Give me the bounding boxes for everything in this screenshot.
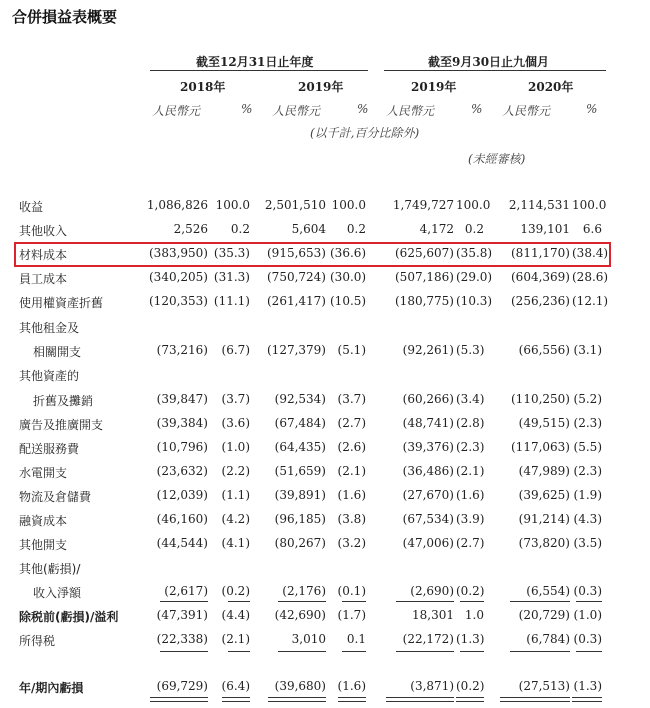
cell: (0.2) bbox=[221, 584, 250, 598]
note-thousands: (以千計,百分比除外) bbox=[310, 126, 420, 140]
cell: 0.1 bbox=[346, 632, 366, 646]
subtotal-line bbox=[576, 651, 602, 652]
cell: (5.5) bbox=[573, 440, 602, 454]
total-double-underline bbox=[338, 697, 366, 702]
cell: 2,501,510 bbox=[264, 198, 326, 212]
table-row bbox=[0, 581, 650, 603]
cell: (22,172) bbox=[402, 632, 454, 646]
cell: (44,544) bbox=[156, 536, 208, 550]
cell: (2.7) bbox=[337, 416, 366, 430]
note-unaudited: (未經審核) bbox=[468, 152, 526, 166]
cell: (42,690) bbox=[274, 608, 326, 622]
cell: 0.2 bbox=[464, 222, 484, 236]
cell: (0.2) bbox=[456, 584, 485, 598]
cell: (340,205) bbox=[149, 270, 208, 284]
cell: 100.0 bbox=[572, 198, 607, 212]
subtotal-line bbox=[342, 601, 366, 602]
cell: (1.9) bbox=[573, 488, 602, 502]
row-label: 其他(虧損)/ bbox=[19, 562, 81, 576]
cell: 100.0 bbox=[331, 198, 366, 212]
cell: (67,484) bbox=[274, 416, 326, 430]
cell: (64,435) bbox=[274, 440, 326, 454]
cell: (915,653) bbox=[267, 246, 326, 260]
row-label: 配送服務費 bbox=[19, 442, 80, 456]
cell: (6.4) bbox=[221, 679, 250, 693]
row-label: 年/期內虧損 bbox=[19, 681, 84, 695]
cell: (1.7) bbox=[337, 608, 366, 622]
cell: (0.1) bbox=[337, 584, 366, 598]
row-label: 員工成本 bbox=[19, 272, 68, 286]
cell: 0.2 bbox=[346, 222, 366, 236]
cell: (1.1) bbox=[221, 488, 250, 502]
subtotal-line bbox=[160, 651, 208, 652]
cell: (30.0) bbox=[330, 270, 367, 284]
table-row bbox=[0, 291, 650, 313]
cell: (383,950) bbox=[149, 246, 208, 260]
table-row bbox=[0, 629, 650, 651]
cell: (3.8) bbox=[337, 512, 366, 526]
row-label: 其他租金及 bbox=[19, 321, 80, 335]
cell: (36.6) bbox=[330, 246, 367, 260]
unit-currency: 人民幣元 bbox=[502, 104, 551, 118]
cell: (5.2) bbox=[573, 392, 602, 406]
cell: (31.3) bbox=[213, 270, 250, 284]
cell: (27,670) bbox=[402, 488, 454, 502]
table-row bbox=[0, 267, 650, 289]
cell: (3.9) bbox=[456, 512, 485, 526]
unit-currency: 人民幣元 bbox=[272, 104, 321, 118]
cell: (11.1) bbox=[213, 294, 250, 308]
total-double-underline bbox=[150, 697, 208, 702]
cell: (1.6) bbox=[337, 488, 366, 502]
cell: (1.3) bbox=[573, 679, 602, 693]
row-label: 收益 bbox=[19, 200, 44, 214]
cell: (80,267) bbox=[274, 536, 326, 550]
cell: (3.6) bbox=[221, 416, 250, 430]
row-label: 收入淨額 bbox=[33, 586, 82, 600]
cell: (2.2) bbox=[221, 464, 250, 478]
cell: (5.3) bbox=[456, 343, 485, 357]
subtotal-line bbox=[278, 601, 326, 602]
cell: 1,749,727 bbox=[392, 198, 454, 212]
subtotal-line bbox=[228, 601, 250, 602]
cell: 100.0 bbox=[456, 198, 491, 212]
cell: (47,391) bbox=[156, 608, 208, 622]
cell: 100.0 bbox=[215, 198, 250, 212]
table-row bbox=[0, 389, 650, 411]
row-label: 所得税 bbox=[19, 634, 56, 648]
cell: (1.0) bbox=[573, 608, 602, 622]
cell: (22,338) bbox=[156, 632, 208, 646]
cell: (2.8) bbox=[456, 416, 485, 430]
row-label: 材料成本 bbox=[19, 248, 68, 262]
subtotal-line bbox=[510, 651, 570, 652]
cell: (47,006) bbox=[402, 536, 454, 550]
cell: (36,486) bbox=[402, 464, 454, 478]
cell: (3.7) bbox=[221, 392, 250, 406]
total-double-underline bbox=[386, 697, 454, 702]
cell: (10.3) bbox=[456, 294, 493, 308]
cell: (2.7) bbox=[456, 536, 485, 550]
cell: (46,160) bbox=[156, 512, 208, 526]
table-row bbox=[0, 195, 650, 217]
cell: (67,534) bbox=[402, 512, 454, 526]
cell: (5.1) bbox=[337, 343, 366, 357]
cell: (28.6) bbox=[572, 270, 609, 284]
table-row bbox=[0, 461, 650, 483]
cell: (39,847) bbox=[156, 392, 208, 406]
year-2020-9m: 2020年 bbox=[528, 80, 574, 94]
cell: (2.3) bbox=[456, 440, 485, 454]
table-row bbox=[0, 509, 650, 531]
cell: (811,170) bbox=[511, 246, 570, 260]
total-double-underline bbox=[268, 697, 326, 702]
table-row bbox=[0, 605, 650, 627]
unit-percent: % bbox=[357, 102, 369, 116]
cell: (4.2) bbox=[221, 512, 250, 526]
cell: 6.6 bbox=[582, 222, 602, 236]
cell: (2,690) bbox=[410, 584, 454, 598]
subtotal-line bbox=[278, 651, 326, 652]
table-row bbox=[0, 219, 650, 241]
cell: (48,741) bbox=[402, 416, 454, 430]
subtotal-line bbox=[160, 601, 208, 602]
cell: 2,114,531 bbox=[508, 198, 570, 212]
header-underline bbox=[384, 70, 606, 71]
cell: (1.3) bbox=[456, 632, 485, 646]
cell: (2,176) bbox=[282, 584, 326, 598]
cell: (96,185) bbox=[274, 512, 326, 526]
cell: (39,680) bbox=[274, 679, 326, 693]
highlight-box bbox=[14, 242, 611, 267]
cell: (256,236) bbox=[511, 294, 570, 308]
cell: (4.4) bbox=[221, 608, 250, 622]
total-double-underline bbox=[222, 697, 250, 702]
table-row bbox=[0, 364, 650, 386]
year-2019-9m: 2019年 bbox=[411, 80, 457, 94]
cell: (35.8) bbox=[456, 246, 493, 260]
year-2019: 2019年 bbox=[298, 80, 344, 94]
cell: (750,724) bbox=[267, 270, 326, 284]
cell: (60,266) bbox=[402, 392, 454, 406]
table-row bbox=[0, 316, 650, 338]
cell: (2.1) bbox=[221, 632, 250, 646]
cell: (2.3) bbox=[573, 416, 602, 430]
cell: (6,554) bbox=[526, 584, 570, 598]
row-label: 除税前(虧損)/溢利 bbox=[19, 610, 119, 624]
cell: (39,891) bbox=[274, 488, 326, 502]
cell: (39,625) bbox=[518, 488, 570, 502]
unit-percent: % bbox=[586, 102, 598, 116]
unit-percent: % bbox=[241, 102, 253, 116]
unit-currency: 人民幣元 bbox=[386, 104, 435, 118]
cell: (261,417) bbox=[267, 294, 326, 308]
cell: (1.6) bbox=[337, 679, 366, 693]
cell: (4.3) bbox=[573, 512, 602, 526]
year-2018: 2018年 bbox=[180, 80, 226, 94]
cell: (3,871) bbox=[410, 679, 454, 693]
cell: (117,063) bbox=[511, 440, 570, 454]
cell: (38.4) bbox=[572, 246, 609, 260]
cell: (51,659) bbox=[274, 464, 326, 478]
unit-percent: % bbox=[471, 102, 483, 116]
cell: 1.0 bbox=[464, 608, 484, 622]
cell: (66,556) bbox=[518, 343, 570, 357]
cell: (6.7) bbox=[221, 343, 250, 357]
cell: (3.7) bbox=[337, 392, 366, 406]
cell: (2.1) bbox=[456, 464, 485, 478]
cell: (0.2) bbox=[456, 679, 485, 693]
cell: (110,250) bbox=[511, 392, 570, 406]
cell: (27,513) bbox=[518, 679, 570, 693]
cell: (625,607) bbox=[395, 246, 454, 260]
subtotal-line bbox=[396, 651, 454, 652]
cell: (3.1) bbox=[573, 343, 602, 357]
header-year-end: 截至12月31日止年度 bbox=[196, 55, 314, 69]
cell: 2,526 bbox=[173, 222, 208, 236]
cell: (127,379) bbox=[267, 343, 326, 357]
cell: (92,261) bbox=[402, 343, 454, 357]
cell: (23,632) bbox=[156, 464, 208, 478]
subtotal-line bbox=[342, 651, 366, 652]
table-row bbox=[0, 413, 650, 435]
total-double-underline bbox=[572, 697, 602, 702]
cell: (47,989) bbox=[518, 464, 570, 478]
cell: (20,729) bbox=[518, 608, 570, 622]
cell: (120,353) bbox=[149, 294, 208, 308]
cell: 18,301 bbox=[412, 608, 454, 622]
cell: (39,376) bbox=[402, 440, 454, 454]
cell: 0.2 bbox=[230, 222, 250, 236]
row-label: 其他收入 bbox=[19, 224, 68, 238]
cell: 3,010 bbox=[291, 632, 326, 646]
row-label: 物流及倉儲費 bbox=[19, 490, 92, 504]
cell: (12.1) bbox=[572, 294, 609, 308]
cell: (3.4) bbox=[456, 392, 485, 406]
cell: (2.1) bbox=[337, 464, 366, 478]
page-title: 合併損益表概要 bbox=[12, 8, 118, 26]
unit-currency: 人民幣元 bbox=[152, 104, 201, 118]
cell: (2,617) bbox=[164, 584, 208, 598]
cell: 4,172 bbox=[419, 222, 454, 236]
cell: (180,775) bbox=[395, 294, 454, 308]
subtotal-line bbox=[228, 651, 250, 652]
cell: (1.0) bbox=[221, 440, 250, 454]
subtotal-line bbox=[460, 601, 484, 602]
row-label: 水電開支 bbox=[19, 466, 68, 480]
cell: (10,796) bbox=[156, 440, 208, 454]
row-label: 其他開支 bbox=[19, 538, 68, 552]
row-label: 折舊及攤銷 bbox=[33, 394, 94, 408]
table-row bbox=[0, 340, 650, 362]
cell: 1,086,826 bbox=[146, 198, 208, 212]
table-row bbox=[0, 533, 650, 555]
header-nine-months: 截至9月30日止九個月 bbox=[428, 55, 550, 69]
cell: 5,604 bbox=[291, 222, 326, 236]
cell: (69,729) bbox=[156, 679, 208, 693]
header-underline bbox=[150, 70, 368, 71]
cell: (35.3) bbox=[213, 246, 250, 260]
table-row-total bbox=[0, 676, 650, 698]
subtotal-line bbox=[396, 601, 454, 602]
cell: (91,214) bbox=[518, 512, 570, 526]
total-double-underline bbox=[456, 697, 484, 702]
subtotal-line bbox=[576, 601, 602, 602]
cell: (2.6) bbox=[337, 440, 366, 454]
cell: (3.2) bbox=[337, 536, 366, 550]
cell: 139,101 bbox=[520, 222, 570, 236]
cell: (10.5) bbox=[330, 294, 367, 308]
row-label: 廣告及推廣開支 bbox=[19, 418, 104, 432]
table-row bbox=[0, 485, 650, 507]
cell: (2.3) bbox=[573, 464, 602, 478]
subtotal-line bbox=[460, 651, 484, 652]
cell: (4.1) bbox=[221, 536, 250, 550]
table-row bbox=[0, 437, 650, 459]
row-label: 使用權資產折舊 bbox=[19, 296, 104, 310]
cell: (6,784) bbox=[526, 632, 570, 646]
cell: (604,369) bbox=[511, 270, 570, 284]
cell: (12,039) bbox=[156, 488, 208, 502]
cell: (73,216) bbox=[156, 343, 208, 357]
row-label: 相關開支 bbox=[33, 345, 82, 359]
cell: (0.3) bbox=[573, 632, 602, 646]
cell: (49,515) bbox=[518, 416, 570, 430]
cell: (39,384) bbox=[156, 416, 208, 430]
row-label: 融資成本 bbox=[19, 514, 68, 528]
cell: (73,820) bbox=[518, 536, 570, 550]
row-label: 其他資產的 bbox=[19, 369, 80, 383]
cell: (3.5) bbox=[573, 536, 602, 550]
cell: (92,534) bbox=[274, 392, 326, 406]
table-row bbox=[0, 557, 650, 579]
cell: (29.0) bbox=[456, 270, 493, 284]
total-double-underline bbox=[500, 697, 570, 702]
subtotal-line bbox=[510, 601, 570, 602]
cell: (1.6) bbox=[456, 488, 485, 502]
cell: (0.3) bbox=[573, 584, 602, 598]
cell: (507,186) bbox=[395, 270, 454, 284]
